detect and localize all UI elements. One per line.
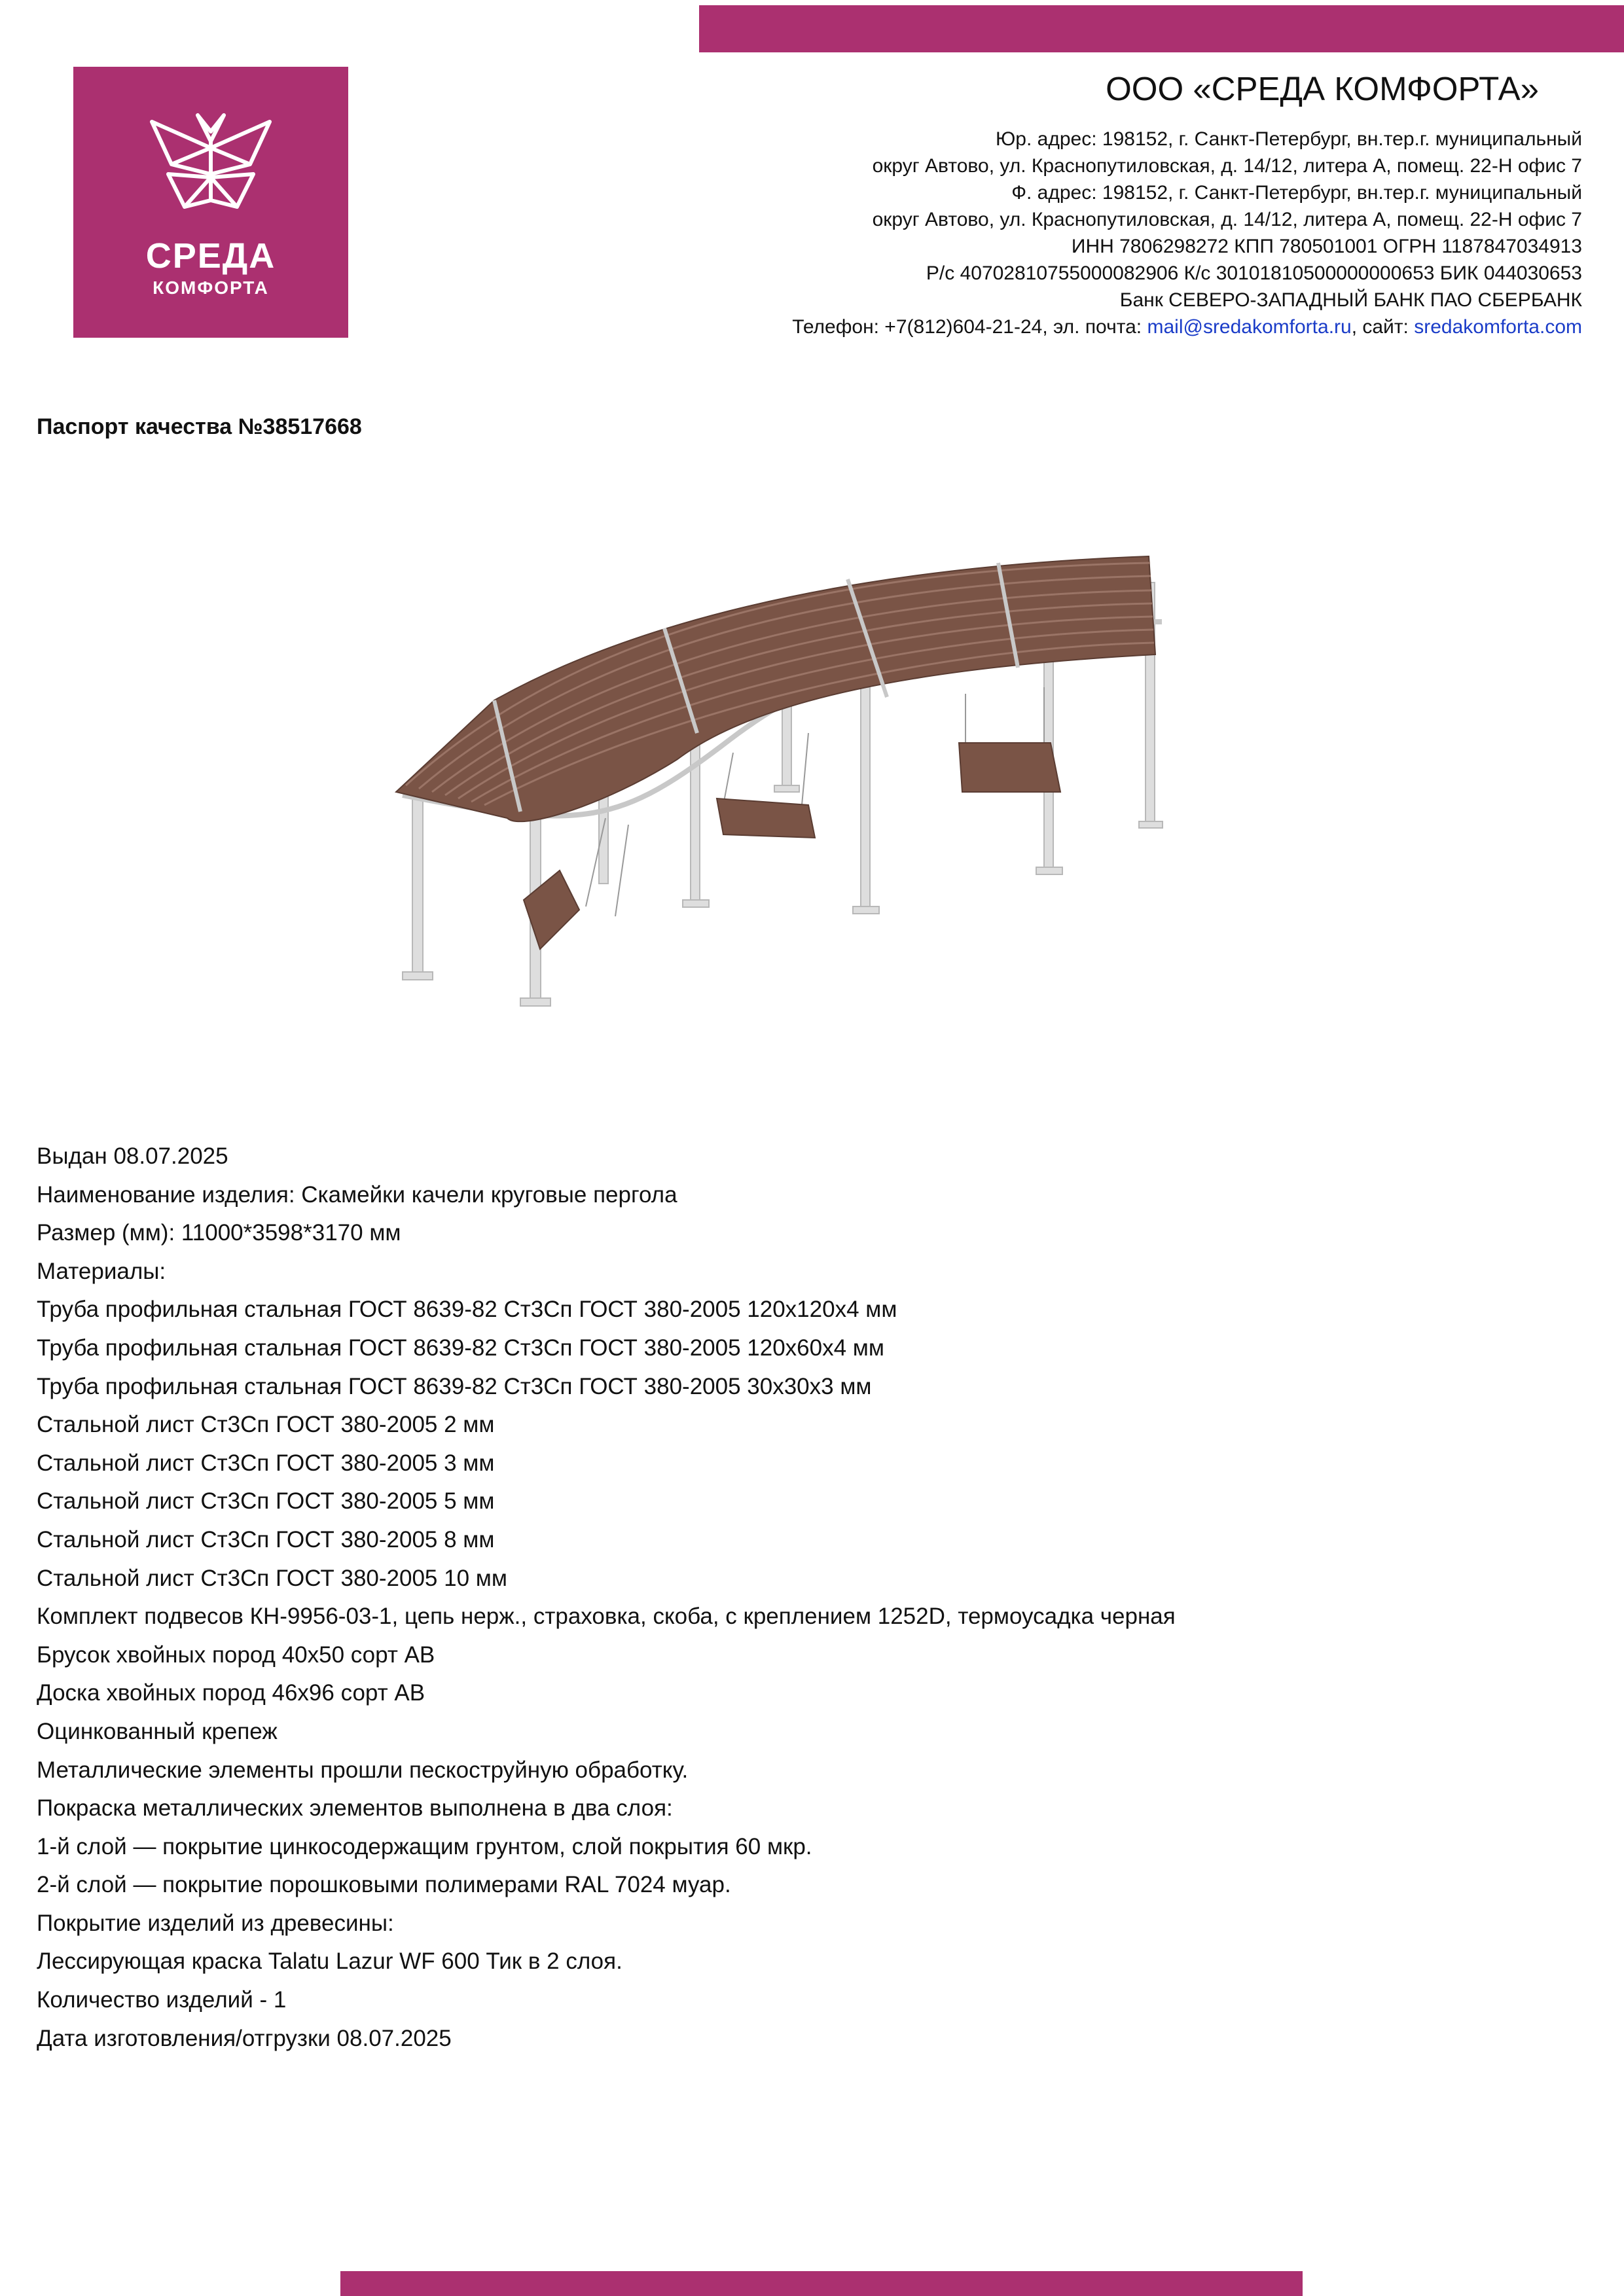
quantity: Количество изделий - 1 (37, 1987, 287, 2013)
material-item: Стальной лист Ст3Сп ГОСТ 380-2005 3 мм (37, 1450, 495, 1476)
address-line: Ф. адрес: 198152, г. Санкт-Петербург, вн.тер.г. муниципальный (1011, 182, 1582, 204)
materials-heading: Материалы: (37, 1258, 166, 1284)
paint-layer-1: 1-й слой — покрытие цинкосодержащим грунтом, слой покрытия 60 мкр. (37, 1833, 812, 1859)
material-item: Стальной лист Ст3Сп ГОСТ 380-2005 8 мм (37, 1526, 495, 1552)
material-item: Стальной лист Ст3Сп ГОСТ 380-2005 10 мм (37, 1565, 507, 1591)
material-item: Труба профильная стальная ГОСТ 8639-82 Ст3Сп ГОСТ 380-2005 30х30х3 мм (37, 1373, 872, 1399)
paint-layer-2: 2-й слой — покрытие порошковыми полимерами RAL 7024 муар. (37, 1872, 731, 1898)
material-item: Труба профильная стальная ГОСТ 8639-82 Ст3Сп ГОСТ 380-2005 120х60х4 мм (37, 1335, 884, 1361)
material-item: Труба профильная стальная ГОСТ 8639-82 Ст3Сп ГОСТ 380-2005 120х120х4 мм (37, 1297, 897, 1323)
site-prefix: , сайт: (1351, 316, 1415, 338)
passport-title: Паспорт качества №38517668 (37, 414, 362, 439)
issue-date: Выдан 08.07.2025 (37, 1143, 228, 1169)
address-line: округ Автово, ул. Краснопутиловская, д. 14/12, литера А, помещ. 22-Н офис 7 (872, 155, 1582, 177)
website-link[interactable]: sredakomforta.com (1414, 316, 1582, 338)
contact-line (792, 314, 1582, 340)
requisites-line: ИНН 7806298272 КПП 780501001 ОГРН 1187847034913 (1071, 236, 1582, 257)
material-item: Стальной лист Ст3Сп ГОСТ 380-2005 5 мм (37, 1488, 495, 1515)
company-logo (73, 67, 348, 338)
top-accent-bar (699, 5, 1624, 52)
material-item: Оцинкованный крепеж (37, 1718, 278, 1744)
phone-text: Телефон: +7(812)604-21-24, эл. почта: (792, 316, 1147, 338)
bank-account-line: Р/с 40702810755000082906 К/с 30101810500000000653 БИК 044030653 (926, 262, 1582, 284)
bank-name-line: Банк СЕВЕРО-ЗАПАДНЫЙ БАНК ПАО СБЕРБАНК (1119, 289, 1582, 311)
wood-coating: Лессирующая краска Talatu Lazur WF 600 Тик в 2 слоя. (37, 1948, 623, 1975)
company-name: ООО «СРЕДА КОМФОРТА» (1106, 70, 1539, 107)
email-link[interactable]: mail@sredakomforta.ru (1147, 316, 1352, 338)
pergola-illustration (389, 543, 1175, 1067)
material-item: Комплект подвесов КН-9956-03-1, цепь нерж., страховка, скоба, с креплением 1252D, термоусадка черная (37, 1604, 1176, 1630)
address-line: Юр. адрес: 198152, г. Санкт-Петербург, вн.тер.г. муниципальный (996, 128, 1582, 150)
material-item: Стальной лист Ст3Сп ГОСТ 380-2005 2 мм (37, 1412, 495, 1438)
logo-title: СРЕДА (145, 236, 276, 276)
painting-heading: Покраска металлических элементов выполнена в два слоя: (37, 1795, 673, 1821)
material-item: Брусок хвойных пород 40х50 сорт АВ (37, 1641, 435, 1668)
product-size: Размер (мм): 11000*3598*3170 мм (37, 1220, 401, 1246)
wood-coating-heading: Покрытие изделий из древесины: (37, 1910, 394, 1936)
product-details (37, 1138, 1176, 2058)
material-item: Доска хвойных пород 46х96 сорт АВ (37, 1680, 425, 1706)
address-line: округ Автово, ул. Краснопутиловская, д. 14/12, литера А, помещ. 22-Н офис 7 (872, 209, 1582, 230)
product-name: Наименование изделия: Скамейки качели круговые пергола (37, 1181, 677, 1208)
treatment-line: Металлические элементы прошли пескоструйную обработку. (37, 1757, 689, 1783)
manufacture-date: Дата изготовления/отгрузки 08.07.2025 (37, 2025, 452, 2051)
company-details (792, 126, 1582, 340)
logo-subtitle: КОМФОРТА (153, 278, 269, 298)
butterfly-logo-icon (145, 102, 276, 226)
bottom-accent-bar (340, 2271, 1303, 2296)
